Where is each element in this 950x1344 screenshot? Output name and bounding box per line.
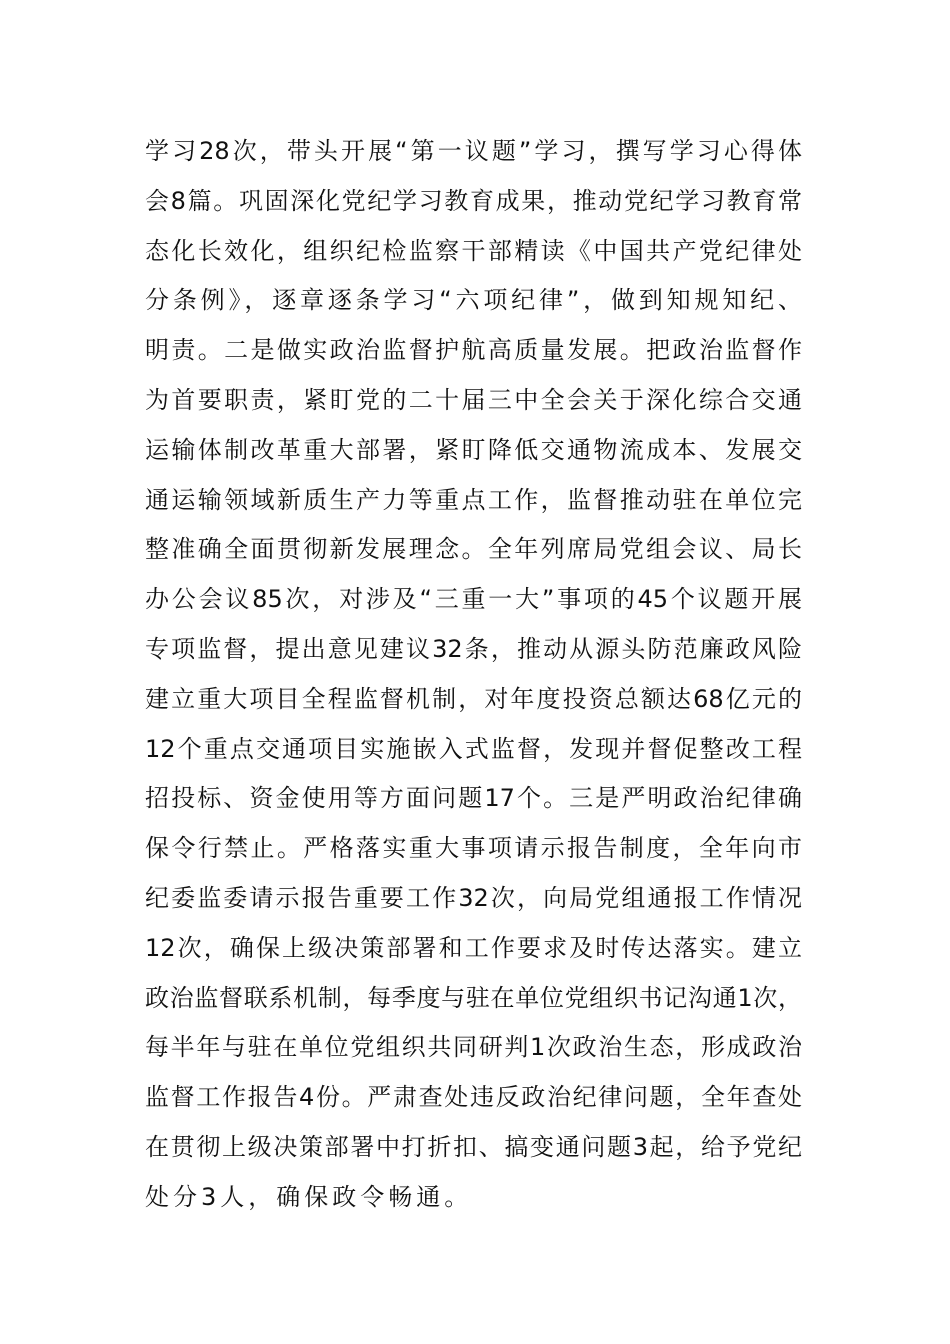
text-line: 12个重点交通项目实施嵌入式监督，发现并督促整改工程 xyxy=(145,734,802,763)
text-line: 态化长效化，组织纪检监察干部精读《中国共产党纪律处 xyxy=(145,236,802,265)
text-line: 监督工作报告4份。严肃查处违反政治纪律问题，全年查处 xyxy=(145,1083,802,1112)
text-line: 明责。二是做实政治监督护航高质量发展。把政治监督作 xyxy=(145,336,802,365)
text-line: 招投标、资金使用等方面问题17个。三是严明政治纪律确 xyxy=(145,784,802,813)
text-line: 建立重大项目全程监督机制，对年度投资总额达68亿元的 xyxy=(145,684,802,713)
text-line: 保令行禁止。严格落实重大事项请示报告制度，全年向市 xyxy=(145,834,802,863)
text-line: 办公会议85次，对涉及“三重一大”事项的45个议题开展 xyxy=(145,585,802,614)
text-line: 12次，确保上级决策部署和工作要求及时传达落实。建立 xyxy=(145,933,802,962)
text-line: 学习28次，带头开展“第一议题”学习，撰写学习心得体 xyxy=(145,137,802,165)
text-line: 通运输领域新质生产力等重点工作，监督推动驻在单位完 xyxy=(145,485,802,514)
text-line: 为首要职责，紧盯党的二十届三中全会关于深化综合交通 xyxy=(145,385,802,414)
text-line: 会8篇。巩固深化党纪学习教育成果，推动党纪学习教育常 xyxy=(145,186,802,215)
text-line: 政治监督联系机制，每季度与驻在单位党组织书记沟通1次， xyxy=(145,983,802,1012)
text-line: 纪委监委请示报告重要工作32次，向局党组通报工作情况 xyxy=(145,883,802,912)
text-line: 整准确全面贯彻新发展理念。全年列席局党组会议、局长 xyxy=(145,535,802,564)
document-body xyxy=(145,127,802,1223)
text-line: 在贯彻上级决策部署中打折扣、搞变通问题3起，给予党纪 xyxy=(145,1132,802,1161)
text-line: 运输体制改革重大部署，紧盯降低交通物流成本、发展交 xyxy=(145,435,802,464)
text-line: 每半年与驻在单位党组织共同研判1次政治生态，形成政治 xyxy=(145,1033,802,1062)
text-line-last: 处分3人，确保政令畅通。 xyxy=(145,1182,473,1211)
text-line: 分条例》，逐章逐条学习“六项纪律”，做到知规知纪、 xyxy=(145,286,802,315)
text-line: 专项监督，提出意见建议32条，推动从源头防范廉政风险 xyxy=(145,634,802,663)
